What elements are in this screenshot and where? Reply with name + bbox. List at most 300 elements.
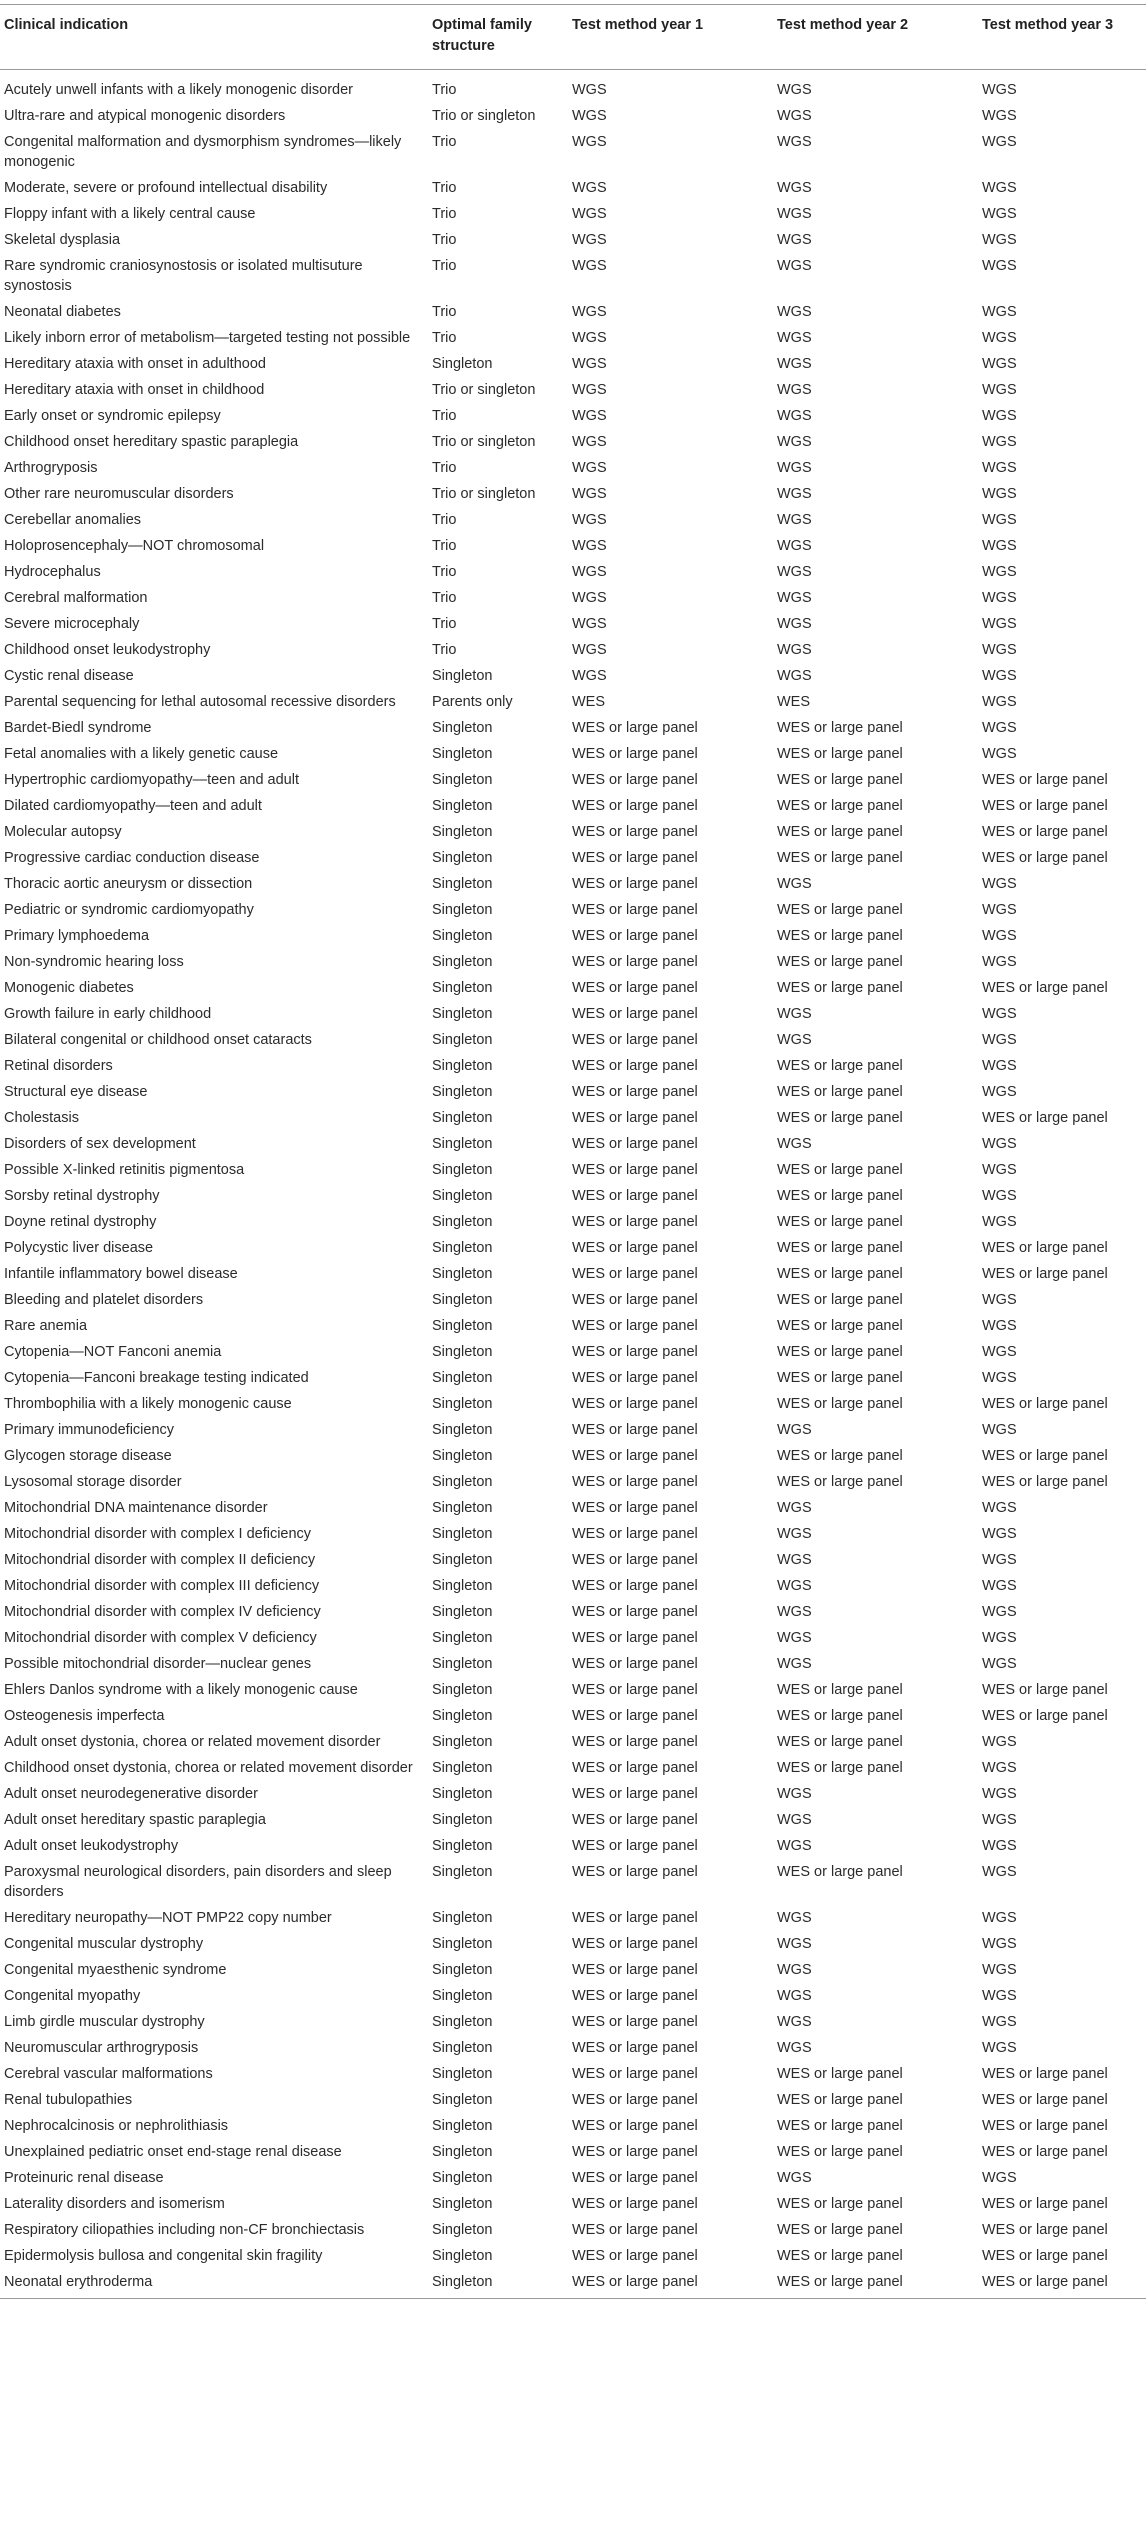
cell-test-year-3: WGS (982, 876, 1017, 892)
cell-test-year-2: WES or large panel (777, 980, 903, 996)
cell-test-year-1: WGS (572, 180, 607, 196)
cell-test-year-3: WGS (982, 642, 1017, 658)
table-row (0, 1522, 1146, 1548)
cell-test-year-1: WGS (572, 616, 607, 632)
cell-family-structure: Trio (432, 82, 457, 98)
cell-test-year-2: WES or large panel (777, 1474, 903, 1490)
cell-test-year-2: WGS (777, 82, 812, 98)
cell-family-structure: Singleton (432, 850, 493, 866)
cell-test-year-1: WGS (572, 356, 607, 372)
table-row (0, 2140, 1146, 2166)
cell-test-year-2: WES or large panel (777, 2196, 903, 2212)
cell-family-structure: Trio (432, 408, 457, 424)
cell-family-structure: Singleton (432, 1838, 493, 1854)
cell-test-year-3: WGS (982, 382, 1017, 398)
cell-clinical-indication: Moderate, severe or profound intellectual disability (4, 180, 328, 196)
table-row (0, 176, 1146, 202)
cell-test-year-2: WES (777, 694, 811, 710)
cell-test-year-3: WES or large panel (982, 2222, 1108, 2238)
cell-clinical-indication: Adult onset leukodystrophy (4, 1838, 179, 1854)
cell-test-year-3: WGS (982, 590, 1017, 606)
cell-test-year-1: WES or large panel (572, 1292, 698, 1308)
cell-test-year-1: WES or large panel (572, 1214, 698, 1230)
cell-clinical-indication: Ehlers Danlos syndrome with a likely monogenic cause (4, 1682, 358, 1698)
cell-family-structure: Singleton (432, 1864, 493, 1880)
cell-test-year-3: WES or large panel (982, 1682, 1108, 1698)
cell-test-year-3: WGS (982, 356, 1017, 372)
indication-table (0, 4, 1146, 2299)
table-row (0, 1626, 1146, 1652)
cell-family-structure: Singleton (432, 1370, 493, 1386)
cell-test-year-3: WGS (982, 408, 1017, 424)
cell-clinical-indication: Rare anemia (4, 1318, 88, 1334)
cell-family-structure: Singleton (432, 1910, 493, 1926)
cell-clinical-indication: Sorsby retinal dystrophy (4, 1188, 160, 1204)
cell-test-year-3: WGS (982, 616, 1017, 632)
cell-clinical-indication: Lysosomal storage disorder (4, 1474, 182, 1490)
table-row (0, 1470, 1146, 1496)
cell-test-year-3: WGS (982, 108, 1017, 124)
cell-test-year-2: WES or large panel (777, 772, 903, 788)
cell-clinical-indication: Mitochondrial DNA maintenance disorder (4, 1500, 268, 1516)
cell-test-year-1: WES or large panel (572, 2248, 698, 2264)
cell-test-year-1: WES or large panel (572, 1936, 698, 1952)
cell-test-year-3: WES or large panel (982, 1396, 1108, 1412)
cell-test-year-3: WGS (982, 538, 1017, 554)
cell-family-structure: Trio (432, 538, 457, 554)
table-row (0, 2062, 1146, 2088)
cell-clinical-indication: Nephrocalcinosis or nephrolithiasis (4, 2118, 229, 2134)
table-row (0, 1106, 1146, 1132)
cell-family-structure: Singleton (432, 1292, 493, 1308)
cell-clinical-indication: Likely inborn error of metabolism—targeted testing not possible (4, 330, 411, 346)
cell-test-year-2: WES or large panel (777, 798, 903, 814)
cell-family-structure: Singleton (432, 2222, 493, 2238)
cell-test-year-3: WGS (982, 180, 1017, 196)
cell-clinical-indication: Renal tubulopathies (4, 2092, 133, 2108)
table-row (0, 508, 1146, 534)
cell-test-year-2: WES or large panel (777, 746, 903, 762)
cell-test-year-2: WGS (777, 304, 812, 320)
cell-family-structure: Singleton (432, 1962, 493, 1978)
cell-clinical-indication: Mitochondrial disorder with complex II deficiency (4, 1552, 316, 1568)
cell-clinical-indication: Acutely unwell infants with a likely monogenic disorder (4, 82, 353, 98)
cell-family-structure: Singleton (432, 1422, 493, 1438)
table-row (0, 846, 1146, 872)
cell-clinical-indication: Bilateral congenital or childhood onset cataracts (4, 1032, 312, 1048)
table-row (0, 430, 1146, 456)
cell-test-year-2: WES or large panel (777, 1344, 903, 1360)
cell-test-year-2: WES or large panel (777, 1240, 903, 1256)
cell-test-year-1: WES or large panel (572, 1910, 698, 1926)
cell-test-year-2: WES or large panel (777, 1448, 903, 1464)
cell-test-year-1: WES or large panel (572, 1110, 698, 1126)
cell-test-year-2: WES or large panel (777, 1110, 903, 1126)
cell-family-structure: Singleton (432, 1656, 493, 1672)
cell-clinical-indication: Floppy infant with a likely central cause (4, 206, 256, 222)
cell-test-year-2: WGS (777, 642, 812, 658)
cell-test-year-1: WES or large panel (572, 2222, 698, 2238)
cell-family-structure: Singleton (432, 720, 493, 736)
cell-test-year-3: WGS (982, 1578, 1017, 1594)
cell-test-year-3: WGS (982, 232, 1017, 248)
cell-test-year-1: WGS (572, 134, 607, 150)
cell-test-year-2: WGS (777, 590, 812, 606)
cell-test-year-3: WGS (982, 1188, 1017, 1204)
cell-test-year-3: WGS (982, 1526, 1017, 1542)
cell-test-year-1: WGS (572, 408, 607, 424)
cell-test-year-2: WGS (777, 2040, 812, 2056)
cell-test-year-1: WGS (572, 564, 607, 580)
table-row (0, 2192, 1146, 2218)
cell-test-year-2: WGS (777, 564, 812, 580)
cell-clinical-indication: Mitochondrial disorder with complex III deficiency (4, 1578, 320, 1594)
cell-test-year-1: WES (572, 694, 606, 710)
cell-clinical-indication: Neonatal diabetes (4, 304, 121, 320)
cell-test-year-2: WGS (777, 382, 812, 398)
cell-test-year-2: WGS (777, 356, 812, 372)
table-row (0, 404, 1146, 430)
cell-family-structure: Trio (432, 134, 457, 150)
cell-test-year-1: WGS (572, 382, 607, 398)
cell-test-year-1: WES or large panel (572, 1162, 698, 1178)
cell-test-year-2: WES or large panel (777, 1214, 903, 1230)
cell-test-year-1: WES or large panel (572, 2014, 698, 2030)
cell-family-structure: Singleton (432, 902, 493, 918)
cell-test-year-1: WES or large panel (572, 876, 698, 892)
cell-test-year-1: WES or large panel (572, 1448, 698, 1464)
cell-clinical-indication: Polycystic liver disease (4, 1240, 154, 1256)
cell-test-year-3: WGS (982, 694, 1017, 710)
cell-clinical-indication: Possible X-linked retinitis pigmentosa (4, 1162, 245, 1178)
table-row (0, 586, 1146, 612)
cell-test-year-3: WGS (982, 258, 1017, 274)
table-row (0, 1756, 1146, 1782)
table-row (0, 560, 1146, 586)
cell-test-year-3: WGS (982, 206, 1017, 222)
table-row (0, 1002, 1146, 1028)
cell-test-year-2: WES or large panel (777, 1058, 903, 1074)
cell-clinical-indication: Osteogenesis imperfecta (4, 1708, 165, 1724)
cell-test-year-3: WES or large panel (982, 2092, 1108, 2108)
cell-test-year-3: WGS (982, 304, 1017, 320)
cell-test-year-1: WES or large panel (572, 2066, 698, 2082)
cell-test-year-1: WES or large panel (572, 1838, 698, 1854)
cell-test-year-3: WGS (982, 564, 1017, 580)
cell-test-year-2: WES or large panel (773, 2270, 978, 2299)
cell-test-year-2: WGS (777, 512, 812, 528)
table-row (0, 2166, 1146, 2192)
cell-test-year-1: WES or large panel (568, 2270, 773, 2299)
cell-test-year-3: WGS (982, 1292, 1017, 1308)
cell-clinical-indication: Hereditary ataxia with onset in adulthood (4, 356, 266, 372)
cell-test-year-1: WES or large panel (572, 1864, 698, 1880)
table-row (0, 638, 1146, 664)
table-row (0, 1782, 1146, 1808)
cell-test-year-1: WGS (572, 232, 607, 248)
cell-test-year-3: WGS (982, 668, 1017, 684)
table-body (0, 70, 1146, 2299)
cell-test-year-1: WGS (572, 512, 607, 528)
cell-family-structure: Singleton (432, 746, 493, 762)
cell-family-structure: Singleton (432, 772, 493, 788)
cell-test-year-1: WES or large panel (572, 720, 698, 736)
cell-test-year-3: WGS (982, 460, 1017, 476)
cell-test-year-3: WGS (982, 1734, 1017, 1750)
cell-clinical-indication: Adult onset hereditary spastic paraplegia (4, 1812, 266, 1828)
table-row (0, 104, 1146, 130)
table-row (0, 664, 1146, 690)
table-row (0, 1704, 1146, 1730)
cell-clinical-indication: Glycogen storage disease (4, 1448, 172, 1464)
cell-family-structure: Singleton (432, 1630, 493, 1646)
cell-clinical-indication: Neuromuscular arthrogryposis (4, 2040, 199, 2056)
cell-clinical-indication: Unexplained pediatric onset end-stage renal disease (4, 2144, 342, 2160)
cell-clinical-indication: Dilated cardiomyopathy—teen and adult (4, 798, 262, 814)
table-row (0, 1262, 1146, 1288)
cell-family-structure: Singleton (432, 1058, 493, 1074)
cell-family-structure: Singleton (432, 2144, 493, 2160)
table-row (0, 2088, 1146, 2114)
cell-family-structure: Singleton (432, 1110, 493, 1126)
cell-family-structure: Trio (432, 232, 457, 248)
header-test-year-3: Test method year 3 (978, 5, 1146, 70)
cell-test-year-2: WGS (777, 616, 812, 632)
cell-test-year-3: WGS (982, 1162, 1017, 1178)
cell-test-year-1: WES or large panel (572, 1240, 698, 1256)
cell-test-year-2: WES or large panel (777, 850, 903, 866)
cell-family-structure: Singleton (432, 980, 493, 996)
cell-clinical-indication: Cerebral malformation (4, 590, 148, 606)
table-header (0, 5, 1146, 70)
cell-test-year-2: WES or large panel (777, 1864, 903, 1880)
cell-test-year-2: WGS (777, 134, 812, 150)
cell-clinical-indication: Hereditary ataxia with onset in childhood (4, 382, 265, 398)
cell-clinical-indication: Skeletal dysplasia (4, 232, 121, 248)
cell-clinical-indication: Respiratory ciliopathies including non-CF bronchiectasis (4, 2222, 365, 2238)
cell-test-year-1: WES or large panel (572, 1708, 698, 1724)
cell-family-structure: Singleton (432, 1188, 493, 1204)
cell-test-year-3: WGS (982, 1370, 1017, 1386)
cell-clinical-indication: Parental sequencing for lethal autosomal recessive disorders (4, 694, 396, 710)
table-row (0, 1392, 1146, 1418)
cell-clinical-indication: Laterality disorders and isomerism (4, 2196, 225, 2212)
cell-family-structure: Singleton (432, 1552, 493, 1568)
cell-test-year-3: WGS (982, 512, 1017, 528)
cell-test-year-2: WGS (777, 1786, 812, 1802)
table-row (0, 228, 1146, 254)
cell-family-structure: Singleton (432, 1162, 493, 1178)
cell-test-year-2: WGS (777, 1032, 812, 1048)
cell-test-year-2: WGS (777, 1812, 812, 1828)
cell-family-structure: Singleton (432, 2170, 493, 2186)
header-test-year-2: Test method year 2 (773, 5, 978, 70)
cell-test-year-2: WGS (777, 2170, 812, 2186)
cell-family-structure: Singleton (432, 876, 493, 892)
cell-clinical-indication: Hypertrophic cardiomyopathy—teen and adult (4, 772, 299, 788)
cell-clinical-indication: Cholestasis (4, 1110, 79, 1126)
table-row (0, 1652, 1146, 1678)
cell-clinical-indication: Childhood onset dystonia, chorea or related movement disorder (4, 1760, 413, 1776)
cell-clinical-indication: Adult onset dystonia, chorea or related movement disorder (4, 1734, 381, 1750)
cell-clinical-indication: Structural eye disease (4, 1084, 148, 1100)
cell-test-year-1: WGS (572, 590, 607, 606)
cell-test-year-2: WGS (777, 1656, 812, 1672)
cell-test-year-3: WGS (982, 1032, 1017, 1048)
cell-clinical-indication: Childhood onset leukodystrophy (4, 642, 211, 658)
cell-family-structure: Trio (432, 564, 457, 580)
cell-test-year-3: WGS (982, 1962, 1017, 1978)
cell-test-year-1: WGS (572, 258, 607, 274)
table-row (0, 1288, 1146, 1314)
cell-test-year-1: WES or large panel (572, 1318, 698, 1334)
cell-test-year-1: WES or large panel (572, 1370, 698, 1386)
cell-test-year-2: WGS (777, 1552, 812, 1568)
cell-test-year-3: WGS (982, 2170, 1017, 2186)
cell-test-year-1: WES or large panel (572, 2092, 698, 2108)
cell-test-year-1: WES or large panel (572, 1500, 698, 1516)
cell-clinical-indication: Growth failure in early childhood (4, 1006, 212, 1022)
cell-family-structure: Trio (432, 460, 457, 476)
cell-family-structure: Singleton (432, 824, 493, 840)
cell-clinical-indication: Bleeding and platelet disorders (4, 1292, 204, 1308)
cell-family-structure: Singleton (432, 928, 493, 944)
cell-family-structure: Trio (432, 642, 457, 658)
cell-clinical-indication: Mitochondrial disorder with complex V deficiency (4, 1630, 317, 1646)
cell-family-structure: Singleton (432, 798, 493, 814)
cell-clinical-indication: Hydrocephalus (4, 564, 101, 580)
cell-family-structure: Singleton (432, 1240, 493, 1256)
cell-clinical-indication: Proteinuric renal disease (4, 2170, 164, 2186)
table-row (0, 768, 1146, 794)
cell-test-year-2: WES or large panel (777, 720, 903, 736)
cell-clinical-indication: Thoracic aortic aneurysm or dissection (4, 876, 253, 892)
cell-test-year-2: WES or large panel (777, 1760, 903, 1776)
cell-family-structure: Singleton (432, 1500, 493, 1516)
table-row (0, 1958, 1146, 1984)
table-row (0, 202, 1146, 228)
cell-test-year-2: WGS (777, 1422, 812, 1438)
header-test-year-1: Test method year 1 (568, 5, 773, 70)
table-row (0, 2218, 1146, 2244)
cell-family-structure: Trio (432, 304, 457, 320)
cell-test-year-3: WES or large panel (982, 2118, 1108, 2134)
cell-test-year-1: WES or large panel (572, 1734, 698, 1750)
cell-test-year-2: WGS (777, 1500, 812, 1516)
cell-family-structure: Singleton (432, 2014, 493, 2030)
cell-clinical-indication: Congenital malformation and dysmorphism syndromes—likely monogenic (4, 134, 402, 170)
cell-family-structure: Singleton (432, 1786, 493, 1802)
cell-test-year-1: WGS (572, 486, 607, 502)
table-row (0, 1932, 1146, 1958)
cell-test-year-3: WES or large panel (982, 1266, 1108, 1282)
table-row (0, 1158, 1146, 1184)
cell-test-year-1: WES or large panel (572, 1630, 698, 1646)
cell-clinical-indication: Progressive cardiac conduction disease (4, 850, 260, 866)
table-row (0, 1080, 1146, 1106)
cell-clinical-indication: Mitochondrial disorder with complex I deficiency (4, 1526, 312, 1542)
cell-test-year-3: WES or large panel (982, 1448, 1108, 1464)
cell-clinical-indication: Congenital muscular dystrophy (4, 1936, 204, 1952)
cell-test-year-3: WES or large panel (982, 1708, 1108, 1724)
table-row (0, 794, 1146, 820)
cell-test-year-3: WGS (982, 2040, 1017, 2056)
cell-test-year-2: WES or large panel (777, 1266, 903, 1282)
cell-test-year-1: WES or large panel (572, 902, 698, 918)
cell-clinical-indication: Mitochondrial disorder with complex IV deficiency (4, 1604, 321, 1620)
table-row (0, 1808, 1146, 1834)
cell-test-year-2: WES or large panel (777, 902, 903, 918)
cell-test-year-3: WGS (982, 1136, 1017, 1152)
cell-test-year-3: WGS (982, 1006, 1017, 1022)
cell-test-year-2: WGS (777, 1936, 812, 1952)
cell-test-year-3: WES or large panel (982, 798, 1108, 814)
cell-test-year-1: WES or large panel (572, 1682, 698, 1698)
cell-test-year-2: WES or large panel (777, 1292, 903, 1308)
cell-test-year-1: WES or large panel (572, 1006, 698, 1022)
table-row (0, 130, 1146, 176)
table-row (0, 1834, 1146, 1860)
table-row (0, 2010, 1146, 2036)
cell-family-structure: Singleton (432, 1578, 493, 1594)
cell-test-year-1: WGS (572, 206, 607, 222)
cell-test-year-1: WES or large panel (572, 1962, 698, 1978)
cell-test-year-2: WES or large panel (777, 2222, 903, 2238)
cell-clinical-indication: Epidermolysis bullosa and congenital skin fragility (4, 2248, 323, 2264)
cell-test-year-1: WES or large panel (572, 954, 698, 970)
cell-test-year-1: WES or large panel (572, 1084, 698, 1100)
cell-test-year-2: WGS (777, 1962, 812, 1978)
cell-family-structure: Singleton (432, 668, 493, 684)
cell-family-structure: Singleton (432, 2040, 493, 2056)
cell-test-year-1: WES or large panel (572, 2144, 698, 2160)
table-row (0, 1028, 1146, 1054)
cell-test-year-2: WES or large panel (777, 1396, 903, 1412)
table-row (0, 1496, 1146, 1522)
cell-test-year-3: WGS (982, 1656, 1017, 1672)
table-row (0, 976, 1146, 1002)
cell-clinical-indication: Paroxysmal neurological disorders, pain disorders and sleep disorders (4, 1864, 392, 1900)
cell-clinical-indication: Non-syndromic hearing loss (4, 954, 184, 970)
cell-test-year-1: WES or large panel (572, 1604, 698, 1620)
cell-clinical-indication: Adult onset neurodegenerative disorder (4, 1786, 258, 1802)
cell-test-year-3: WGS (982, 1500, 1017, 1516)
table-row (0, 1548, 1146, 1574)
cell-test-year-2: WES or large panel (777, 928, 903, 944)
cell-test-year-1: WES or large panel (572, 1526, 698, 1542)
cell-test-year-3: WGS (982, 2014, 1017, 2030)
cell-test-year-1: WES or large panel (572, 2196, 698, 2212)
cell-test-year-3: WGS (982, 1988, 1017, 2004)
cell-family-structure: Trio (432, 330, 457, 346)
table-row (0, 534, 1146, 560)
cell-test-year-2: WGS (777, 2014, 812, 2030)
cell-test-year-1: WES or large panel (572, 2040, 698, 2056)
table-row (0, 300, 1146, 326)
cell-test-year-1: WES or large panel (572, 1988, 698, 2004)
cell-test-year-2: WES or large panel (777, 1318, 903, 1334)
cell-clinical-indication: Childhood onset hereditary spastic paraplegia (4, 434, 299, 450)
cell-test-year-1: WES or large panel (572, 850, 698, 866)
cell-clinical-indication: Cytopenia—NOT Fanconi anemia (4, 1344, 222, 1360)
cell-test-year-1: WGS (572, 434, 607, 450)
cell-test-year-3: WES or large panel (982, 850, 1108, 866)
cell-clinical-indication: Cerebellar anomalies (4, 512, 142, 528)
cell-test-year-1: WES or large panel (572, 980, 698, 996)
table-row (0, 612, 1146, 638)
cell-test-year-3: WGS (982, 1318, 1017, 1334)
cell-clinical-indication: Congenital myopathy (4, 1988, 141, 2004)
